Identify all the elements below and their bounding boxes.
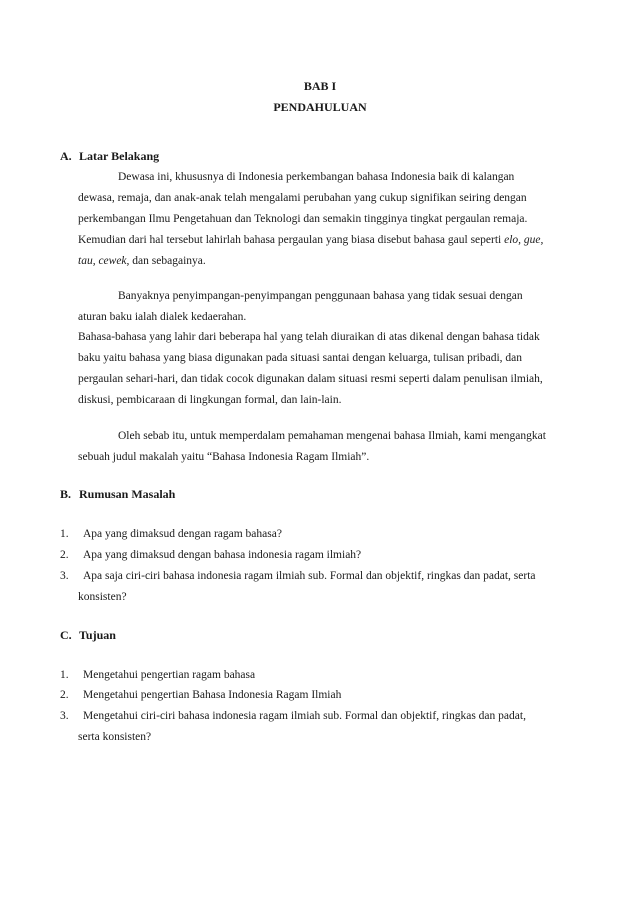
list-item-continuation: konsisten? [78, 591, 127, 603]
list-number: 3. [60, 570, 69, 582]
section-a-heading [60, 149, 159, 164]
paragraph-line: sebuah judul makalah yaitu “Bahasa Indonesia Ragam Ilmiah”. [78, 451, 370, 463]
paragraph-line: Bahasa-bahasa yang lahir dari beberapa hal yang telah diuraikan di atas dikenal dengan bahasa tidak [78, 331, 540, 343]
italic-slang: elo, gue, [504, 234, 544, 246]
paragraph-line: diskusi, pembicaraan di lingkungan formal, dan lain-lain. [78, 394, 342, 406]
list-number: 2. [60, 689, 69, 701]
document-page: BAB I PENDAHULUAN A. Latar Belakang Dewasa ini, khususnya di Indonesia perkembangan bahasa Indonesia baik di kalangan dewasa, remaja, dan anak-anak telah mengalami perubahan yang cukup signifikan seiring dengan perkembangan Ilmu Pengetahuan dan Teknologi dan semakin tingginya tingkat pergaulan remaja. Kemudian dari hal tersebut lahirlah bahasa pergaulan yang biasa disebut bahasa gaul seperti elo, gue, tau, cewek, dan sebagainya. Banyaknya penyimpangan-penyimpangan penggunaan bahasa yang tidak sesuai dengan aturan baku ialah dialek kedaerahan. Bahasa-bahasa yang lahir dari beberapa hal yang telah diuraikan di atas dikenal dengan bahasa tidak baku yaitu bahasa yang biasa digunakan pada situasi santai dengan keluarga, tulisan pribadi, dan pergaulan sehari-hari, dan tidak cocok digunakan dalam situasi resmi seperti dalam penulisan ilmiah, diskusi, pembicaraan di lingkungan formal, dan lain-lain. Oleh sebab itu, untuk memperdalam pemahaman mengenai bahasa Ilmiah, kami mengangkat sebuah judul makalah yaitu “Bahasa Indonesia Ragam Ilmiah”. B. Rumusan Masalah 1. Apa yang dimaksud dengan ragam bahasa? 2. Apa yang dimaksud dengan bahasa indonesia ragam ilmiah? 3. Apa saja ciri-ciri bahasa indonesia ragam ilmiah sub. Formal dan objektif, ringkas dan padat, serta konsisten? C. Tujuan 1. Mengetahui pengertian ragam bahasa 2. Mengetahui pengertian Bahasa Indonesia Ragam Ilmiah 3. Mengetahui ciri-ciri bahasa indonesia ragam ilmiah sub. Formal dan objektif, ringkas dan padat, serta konsisten? [60, 79, 546, 743]
list-item: Apa yang dimaksud dengan ragam bahasa? [83, 528, 282, 540]
paragraph-line [78, 234, 543, 246]
list-number: 2. [60, 549, 69, 561]
paragraph-line: baku yaitu bahasa yang biasa digunakan pada situasi santai dengan keluarga, tulisan pribadi, dan [78, 352, 523, 364]
paragraph-line: aturan baku ialah dialek kedaerahan. [78, 311, 247, 323]
paragraph-text: Kemudian dari hal tersebut lahirlah bahasa pergaulan yang biasa disebut bahasa gaul seperti [78, 234, 502, 246]
paragraph-line: dewasa, remaja, dan anak-anak telah mengalami perubahan yang cukup signifikan seiring dengan [78, 192, 527, 204]
list-item: Apa yang dimaksud dengan bahasa indonesia ragam ilmiah? [83, 549, 362, 561]
italic-slang: tau, cewek, [78, 255, 130, 267]
paragraph-line: Banyaknya penyimpangan-penyimpangan penggunaan bahasa yang tidak sesuai dengan [118, 290, 523, 302]
section-c-title: Tujuan [79, 628, 116, 642]
section-c-heading [60, 628, 116, 643]
list-item: Apa saja ciri-ciri bahasa indonesia ragam ilmiah sub. Formal dan objektif, ringkas dan padat, serta [83, 570, 536, 582]
list-item: Mengetahui pengertian Bahasa Indonesia Ragam Ilmiah [83, 689, 342, 701]
list-item-continuation: serta konsisten? [78, 731, 152, 743]
list-item: Mengetahui ciri-ciri bahasa indonesia ragam ilmiah sub. Formal dan objektif, ringkas dan padat, [83, 710, 526, 722]
section-a-title: Latar Belakang [79, 149, 160, 163]
paragraph-line: Dewasa ini, khususnya di Indonesia perkembangan bahasa Indonesia baik di kalangan [118, 171, 515, 183]
list-number: 1. [60, 669, 69, 681]
list-item: Mengetahui pengertian ragam bahasa [83, 669, 256, 681]
paragraph-text: dan sebagainya. [132, 255, 206, 267]
list-number: 1. [60, 528, 69, 540]
section-b-heading [60, 487, 175, 502]
paragraph-line: pergaulan sehari-hari, dan tidak cocok digunakan dalam situasi resmi seperti dalam penulisan ilmiah, [78, 373, 543, 385]
section-b-title: Rumusan Masalah [79, 487, 176, 501]
section-a-letter: A. [60, 149, 72, 163]
section-c-letter: C. [60, 628, 72, 642]
paragraph-line: Oleh sebab itu, untuk memperdalam pemahaman mengenai bahasa Ilmiah, kami mengangkat [118, 430, 546, 442]
section-b-letter: B. [60, 487, 72, 501]
list-number: 3. [60, 710, 69, 722]
paragraph-line [78, 255, 206, 267]
paragraph-line: perkembangan Ilmu Pengetahuan dan Teknologi dan semakin tingginya tingkat pergaulan remaja. [78, 213, 528, 225]
